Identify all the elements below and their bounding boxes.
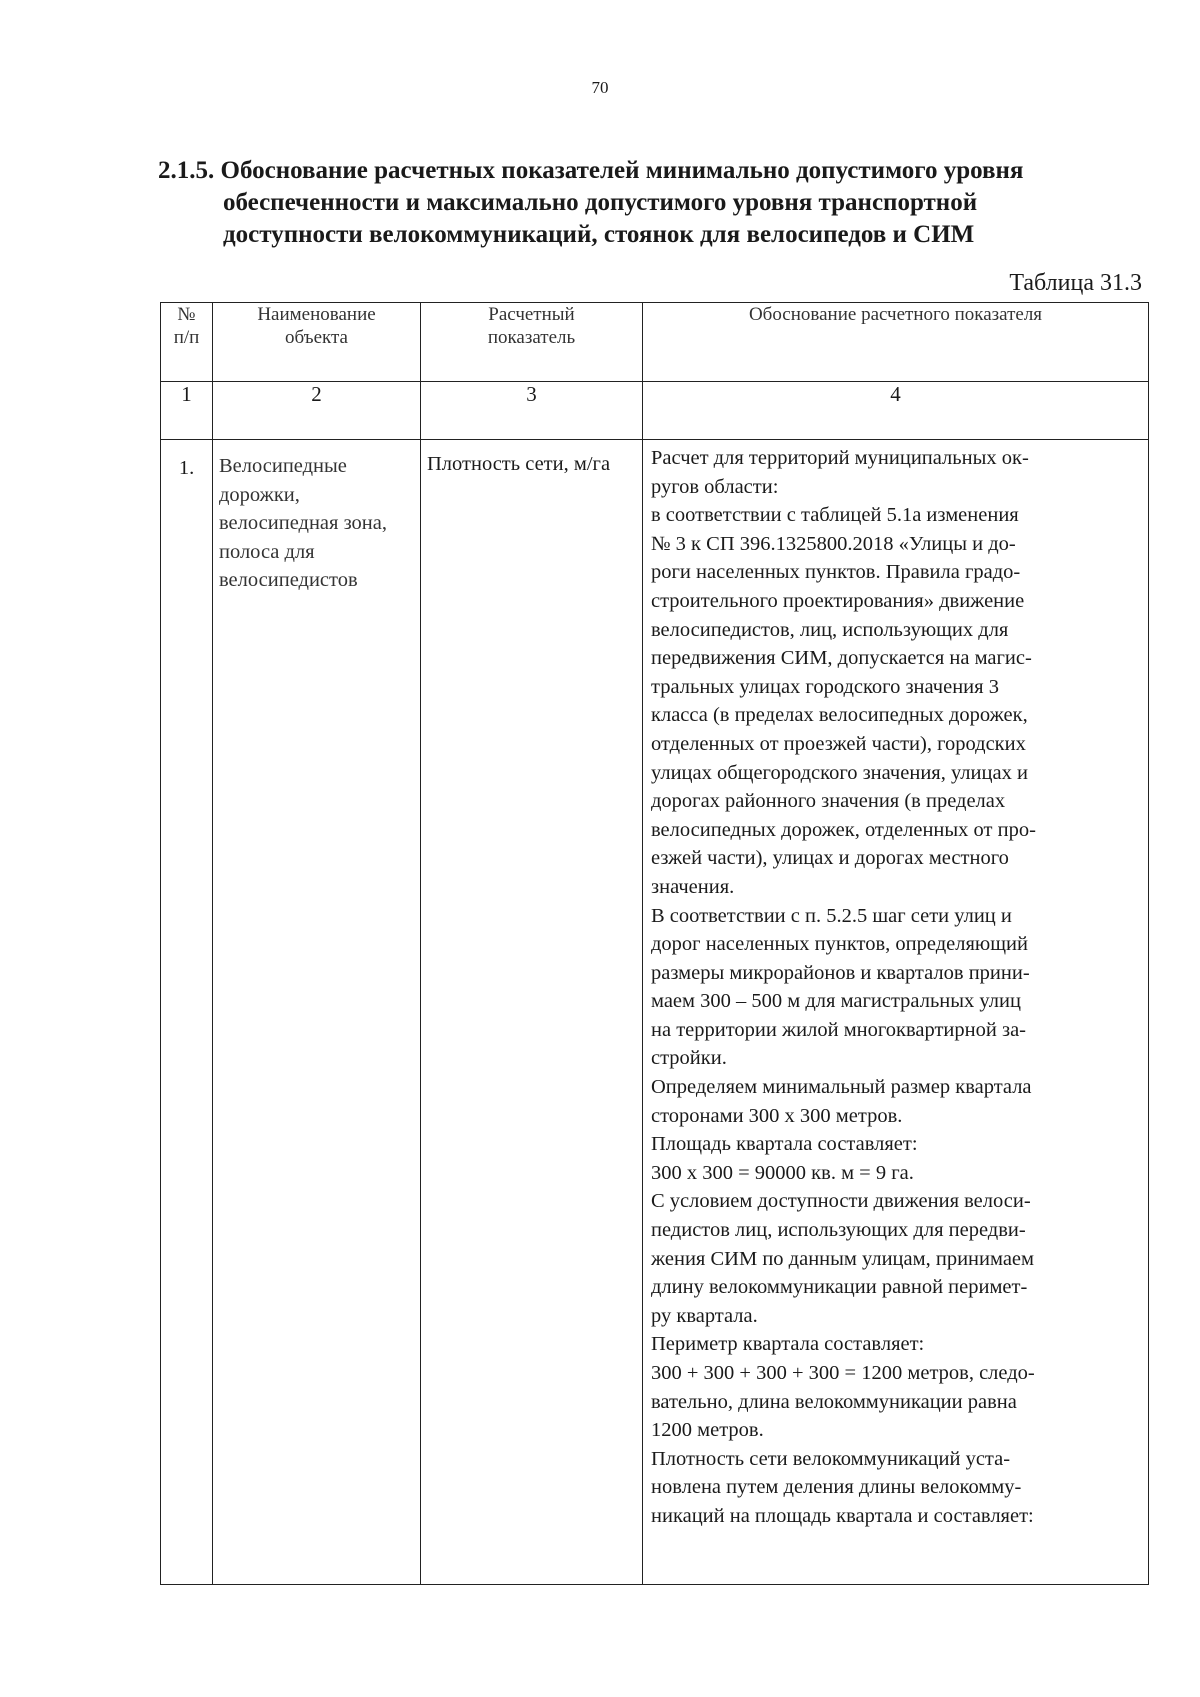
object-name-line: Велосипедные xyxy=(219,455,347,477)
justification-line: никаций на площадь квартала и составляет: xyxy=(651,1504,1034,1527)
justification-line: роги населенных пунктов. Правила градо- xyxy=(651,561,1021,584)
justification-line: езжей части), улицах и дорогах местного xyxy=(651,847,1009,870)
justification-line: длину велокоммуникации равной перимет- xyxy=(651,1276,1028,1299)
object-name-line: велосипедистов xyxy=(219,569,358,592)
justification-line: на территории жилой многоквартирной за- xyxy=(651,1018,1026,1041)
column-number-row xyxy=(161,382,1149,440)
justification-line: класса (в пределах велосипедных дорожек, xyxy=(651,704,1028,727)
object-name-line: дорожки, xyxy=(219,483,300,506)
justification-line: велосипедных дорожек, отделенных от про- xyxy=(651,818,1036,841)
justification-line: Плотность сети велокоммуникаций уста- xyxy=(651,1447,1011,1470)
justification-line: вательно, длина велокоммуникации равна xyxy=(651,1390,1017,1413)
header-text: № xyxy=(177,304,196,325)
justification-line: Площадь квартала составляет: xyxy=(651,1133,918,1156)
justification-line: № 3 к СП 396.1325800.2018 «Улицы и до- xyxy=(651,532,1016,555)
justification-line: строительного проектирования» движение xyxy=(651,589,1025,612)
object-name-line: велосипедная зона, xyxy=(219,512,387,535)
header-text: Наименование xyxy=(257,304,376,325)
justification-line: улицах общегородского значения, улицах и xyxy=(651,761,1028,784)
header-cell-justification xyxy=(643,303,1149,382)
data-table xyxy=(160,302,1149,1585)
justification-line: размеры микрорайонов и кварталов прини- xyxy=(651,961,1030,984)
justification-line: В соответствии с п. 5.2.5 шаг сети улиц и xyxy=(651,904,1012,927)
page-number: 70 xyxy=(591,78,609,97)
justification-line: маем 300 – 500 м для магистральных улиц xyxy=(651,990,1021,1013)
header-text: показатель xyxy=(487,327,576,348)
column-number: 2 xyxy=(213,382,421,440)
object-name-line: полоса для xyxy=(219,540,315,563)
header-text: п/п xyxy=(173,327,200,348)
justification-line: тральных улицах городского значения 3 xyxy=(651,675,999,698)
justification-line: 1200 метров. xyxy=(651,1419,764,1442)
justification-line: Периметр квартала составляет: xyxy=(651,1333,925,1356)
justification-line: ругов области: xyxy=(651,475,779,498)
table-header-row xyxy=(161,303,1149,382)
justification-line: дорогах районного значения (в пределах xyxy=(651,790,1006,813)
table-row xyxy=(161,440,1149,1585)
header-cell-object xyxy=(213,303,421,382)
header-cell-number xyxy=(161,303,213,382)
justification-line: стройки. xyxy=(651,1047,727,1070)
justification-line: сторонами 300 х 300 метров. xyxy=(651,1104,903,1127)
row-number: 1. xyxy=(161,440,213,1585)
heading-line-1: 2.1.5. Обоснование расчетных показателей минимально допустимого уровня xyxy=(158,157,1024,184)
justification-line: жения СИМ по данным улицам, принимаем xyxy=(651,1247,1034,1270)
justification-line: Расчет для территорий муниципальных ок- xyxy=(651,447,1029,469)
justification-line: отделенных от проезжей части), городских xyxy=(651,732,1026,755)
justification-line: ру квартала. xyxy=(651,1304,758,1327)
object-name xyxy=(213,440,421,1585)
justification-line: в соответствии с таблицей 5.1а изменения xyxy=(651,504,1019,527)
column-number: 1 xyxy=(161,382,213,440)
justification-line: дорог населенных пунктов, определяющий xyxy=(651,933,1028,956)
heading-line-2: обеспеченности и максимально допустимого уровня транспортной xyxy=(223,189,978,216)
header-text: объекта xyxy=(285,327,348,348)
header-text: Расчетный xyxy=(488,304,575,325)
justification-line: новлена путем деления длины велокомму- xyxy=(651,1476,1022,1499)
justification-line: 300 + 300 + 300 + 300 = 1200 метров, следо- xyxy=(651,1362,1035,1384)
justification-line: передвижения СИМ, допускается на магис- xyxy=(651,647,1032,670)
header-text: Обоснование расчетного показателя xyxy=(748,304,1043,325)
indicator: Плотность сети, м/га xyxy=(421,440,643,1585)
column-number: 4 xyxy=(643,382,1149,440)
justification-line: Определяем минимальный размер квартала xyxy=(651,1076,1032,1099)
justification-line: С условием доступности движения велоси- xyxy=(651,1190,1031,1213)
justification-line: велосипедистов, лиц, использующих для xyxy=(651,618,1009,641)
header-cell-indicator xyxy=(421,303,643,382)
justification-line: значения. xyxy=(651,875,735,898)
heading-line-3: доступности велокоммуникаций, стоянок для велосипедов и СИМ xyxy=(223,221,975,248)
section-heading xyxy=(158,155,1148,251)
justification-line: педистов лиц, использующих для передви- xyxy=(651,1219,1026,1242)
table-label: Таблица 31.3 xyxy=(1009,270,1142,296)
justification-line: 300 х 300 = 90000 кв. м = 9 га. xyxy=(651,1161,914,1184)
justification xyxy=(643,440,1149,1585)
column-number: 3 xyxy=(421,382,643,440)
